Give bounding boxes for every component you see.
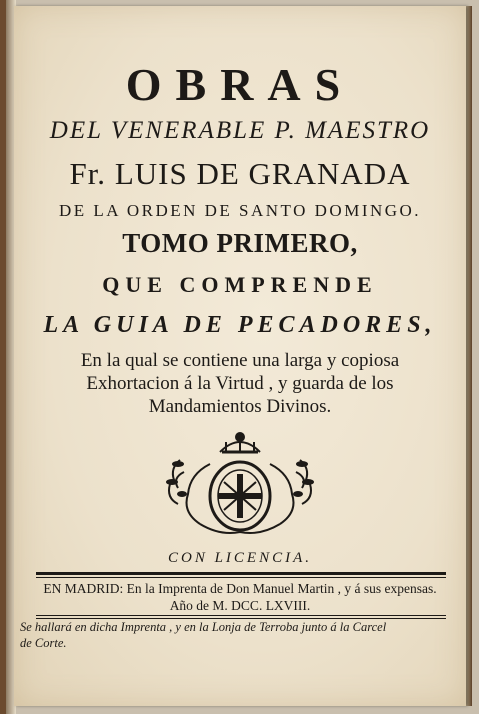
title-page — [14, 6, 466, 706]
author-honorific: DEL VENERABLE P. MAESTRO — [49, 117, 431, 144]
page-edge — [466, 6, 472, 706]
author-surname: LUIS DE GRANADA — [114, 156, 411, 191]
imprint-line-1: EN MADRID: En la Imprenta de Don Manuel Martin , y á sus expensas. — [43, 581, 437, 596]
divider-lower-2 — [36, 618, 446, 619]
author-prefix: Fr. — [69, 156, 107, 191]
author-name — [14, 156, 466, 192]
contents-intro: QUE COMPRENDE — [102, 272, 378, 297]
divider-lower — [36, 615, 446, 616]
divider-thick — [36, 572, 446, 575]
description-line-2: Exhortacion á la Virtud , y guarda de los — [86, 373, 394, 394]
coat-of-arms-emblem — [160, 424, 320, 546]
description-line-3: Mandamientos Divinos. — [148, 396, 332, 417]
license-line: CON LICENCIA. — [167, 550, 312, 566]
work-title: OBRAS — [125, 59, 355, 110]
imprint-year: Año de M. DCC. LXVIII. — [169, 598, 311, 613]
description-line-1: En la qual se contiene una larga y copiosa — [80, 350, 400, 371]
divider-thin — [36, 577, 446, 578]
sale-note-line-2: de Corte. — [20, 636, 67, 650]
sale-note-line-1: Se hallará en dicha Imprenta , y en la Lonja de Terroba junto á la Carcel — [20, 620, 387, 634]
volume-title: TOMO PRIMERO, — [122, 228, 358, 258]
subtitle: LA GUIA DE PECADORES, — [43, 312, 437, 338]
order-line: DE LA ORDEN DE SANTO DOMINGO. — [58, 201, 422, 220]
